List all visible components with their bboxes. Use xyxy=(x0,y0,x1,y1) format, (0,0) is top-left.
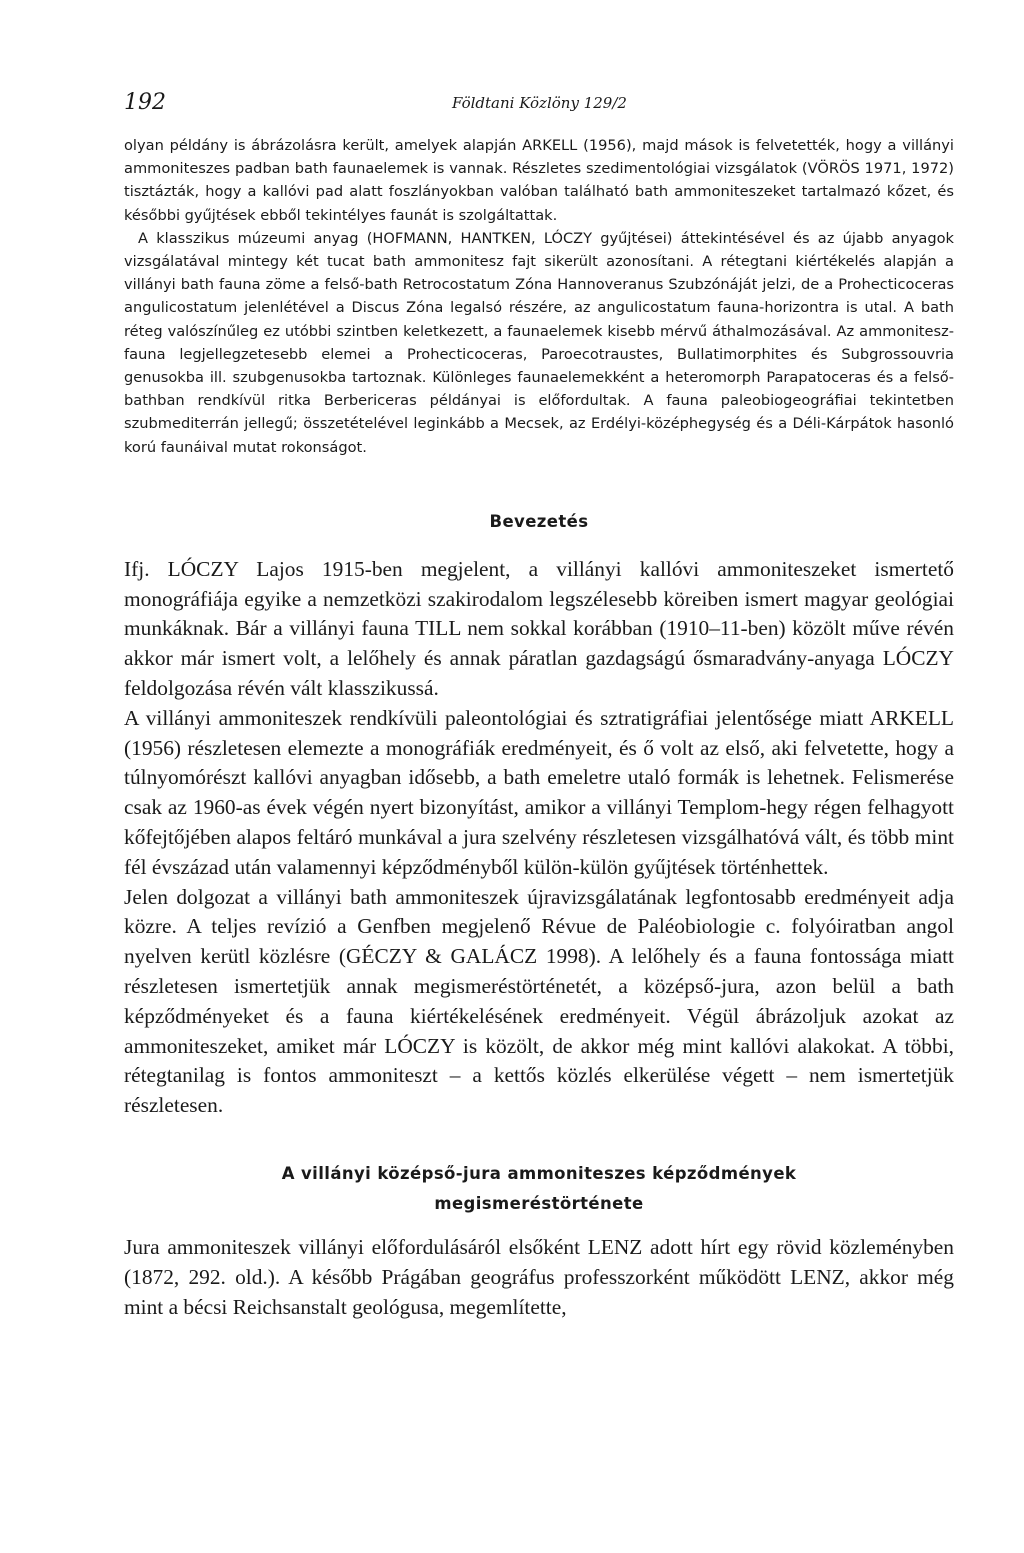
page-number: 192 xyxy=(124,90,166,115)
introduction-paragraph-3: Jelen dolgozat a villányi bath ammoniteszek újravizsgálatának legfontosabb eredményeit adja közre. A teljes revízió a Genfben megjelenő Révue de Paléobiologie c. folyóiratban angol nyelven kerütl közlésre (GÉCZY & GALÁCZ 1998). A lelőhely és a fauna fontossága miatt részletesen ismertetjük annak megismeréstörténetét, a középső-jura, azon belül a bath képződményeket és a fauna kiértékelésének eredményeit. Végül ábrázoljuk azokat az ammoniteszeket, amiket már LÓCZY is közölt, de akkor még mint kallóvi alakokat. A többi, rétegtanilag is fontos ammoniteszt – a kettős közlés elkerülése végett – nem ismertetjük részletesen. xyxy=(124,884,954,1118)
page xyxy=(124,90,954,1322)
abstract-paragraph-2: A klasszikus múzeumi anyag (HOFMANN, HANTKEN, LÓCZY gyűjtései) áttekintésével és az újabb anyagok vizsgálatával mintegy két tucat bath ammonitesz fajt sikerült azonosítani. A rétegtani kiértékelés alapján a villányi bath fauna zöme a felső-bath Retrocostatum Zóna Hannoveranus Szubzónáját jelzi, de a Prohecticoceras angulicostatum jelenlétével a Discus Zóna legalsó részére, az angulicostatum fauna-horizontra is utal. A bath réteg valószínűleg ez utóbbi szintben keletkezett, a faunaelemek kisebb mérvű áthalmozásával. Az ammonitesz-fauna legjellegzetesebb elemei a Prohecticoceras, Paroecotraustes, Bullatimorphites és Subgrossouvria genusokba ill. szubgenusokba tartoznak. Különleges faunaelemekként a heteromorph Parapatoceras és a felső-bathban rendkívül ritka Berbericeras példányai is előfordultak. A fauna paleobiogeográfiai tekintetben szubmediterrán jellegű; összetételével leginkább a Mecsek, az Erdélyi-középhegység és a Déli-Kárpátok hasonló korú faunáival mutat rokonságot. xyxy=(124,229,954,456)
history-body xyxy=(124,1233,954,1322)
section-heading-history-line-2: megismeréstörténete xyxy=(434,1193,644,1213)
abstract xyxy=(124,134,954,459)
abstract-paragraph-1: olyan példány is ábrázolásra került, amelyek alapján ARKELL (1956), majd mások is felvetették, hogy a villányi ammoniteszes padban bath faunaelemek is vannak. Részletes szedimentológiai vizsgálatok (VÖRÖS 1971, 1972) tisztázták, hogy a kallóvi pad alatt foszlányokban valóban található bath ammoniteszeket tartalmazó kőzet, és későbbi gyűjtések ebből tekintélyes faunát is szolgáltattak. xyxy=(124,137,954,224)
section-heading-history xyxy=(124,1159,954,1219)
journal-name: Földtani Közlöny 129/2 xyxy=(452,94,627,112)
introduction-body xyxy=(124,555,954,1121)
running-head xyxy=(124,90,954,130)
section-heading-introduction: Bevezetés xyxy=(489,511,589,531)
introduction-paragraph-2: A villányi ammoniteszek rendkívüli paleontológiai és sztratigráfiai jelentősége miatt ARKELL (1956) részletesen elemezte a monográfiák eredményeit, és ő volt az első, aki felvetette, hogy a túlnyomórészt kallóvi anyagban idősebb, a bath emeletre utaló formák is lehetnek. Felismerése csak az 1960-as évek végén nyert bizonyítást, amikor a villányi Templom-hegy régen felhagyott kőfejtőjében alapos feltáró munkával a jura szelvény részletesen vizsgálhatóvá vált, és több mint fél évszázad után valamennyi képződményből külön-külön gyűjtések történhettek. xyxy=(124,705,954,879)
section-heading-history-line-1: A villányi középső-jura ammoniteszes képződmények xyxy=(281,1163,797,1183)
introduction-paragraph-1: Ifj. LÓCZY Lajos 1915-ben megjelent, a villányi kallóvi ammoniteszeket ismertető monográfiája egyike a nemzetközi szakirodalom legszélesebb köreiben ismert magyar geológiai munkáknak. Bár a villányi fauna TILL nem sokkal korábban (1910–11-ben) közölt műve révén akkor már ismert volt, a lelőhely és annak páratlan gazdagságú ősmaradvány-anyaga LÓCZY feldolgozása révén vált klasszikussá. xyxy=(124,556,954,701)
history-paragraph-1: Jura ammoniteszek villányi előfordulásáról elsőként LENZ adott hírt egy rövid közleményben (1872, 292. old.). A később Prágában geográfus professzorként működött LENZ, akkor még mint a bécsi Reichsanstalt geológusa, megemlítette, xyxy=(124,1234,954,1319)
